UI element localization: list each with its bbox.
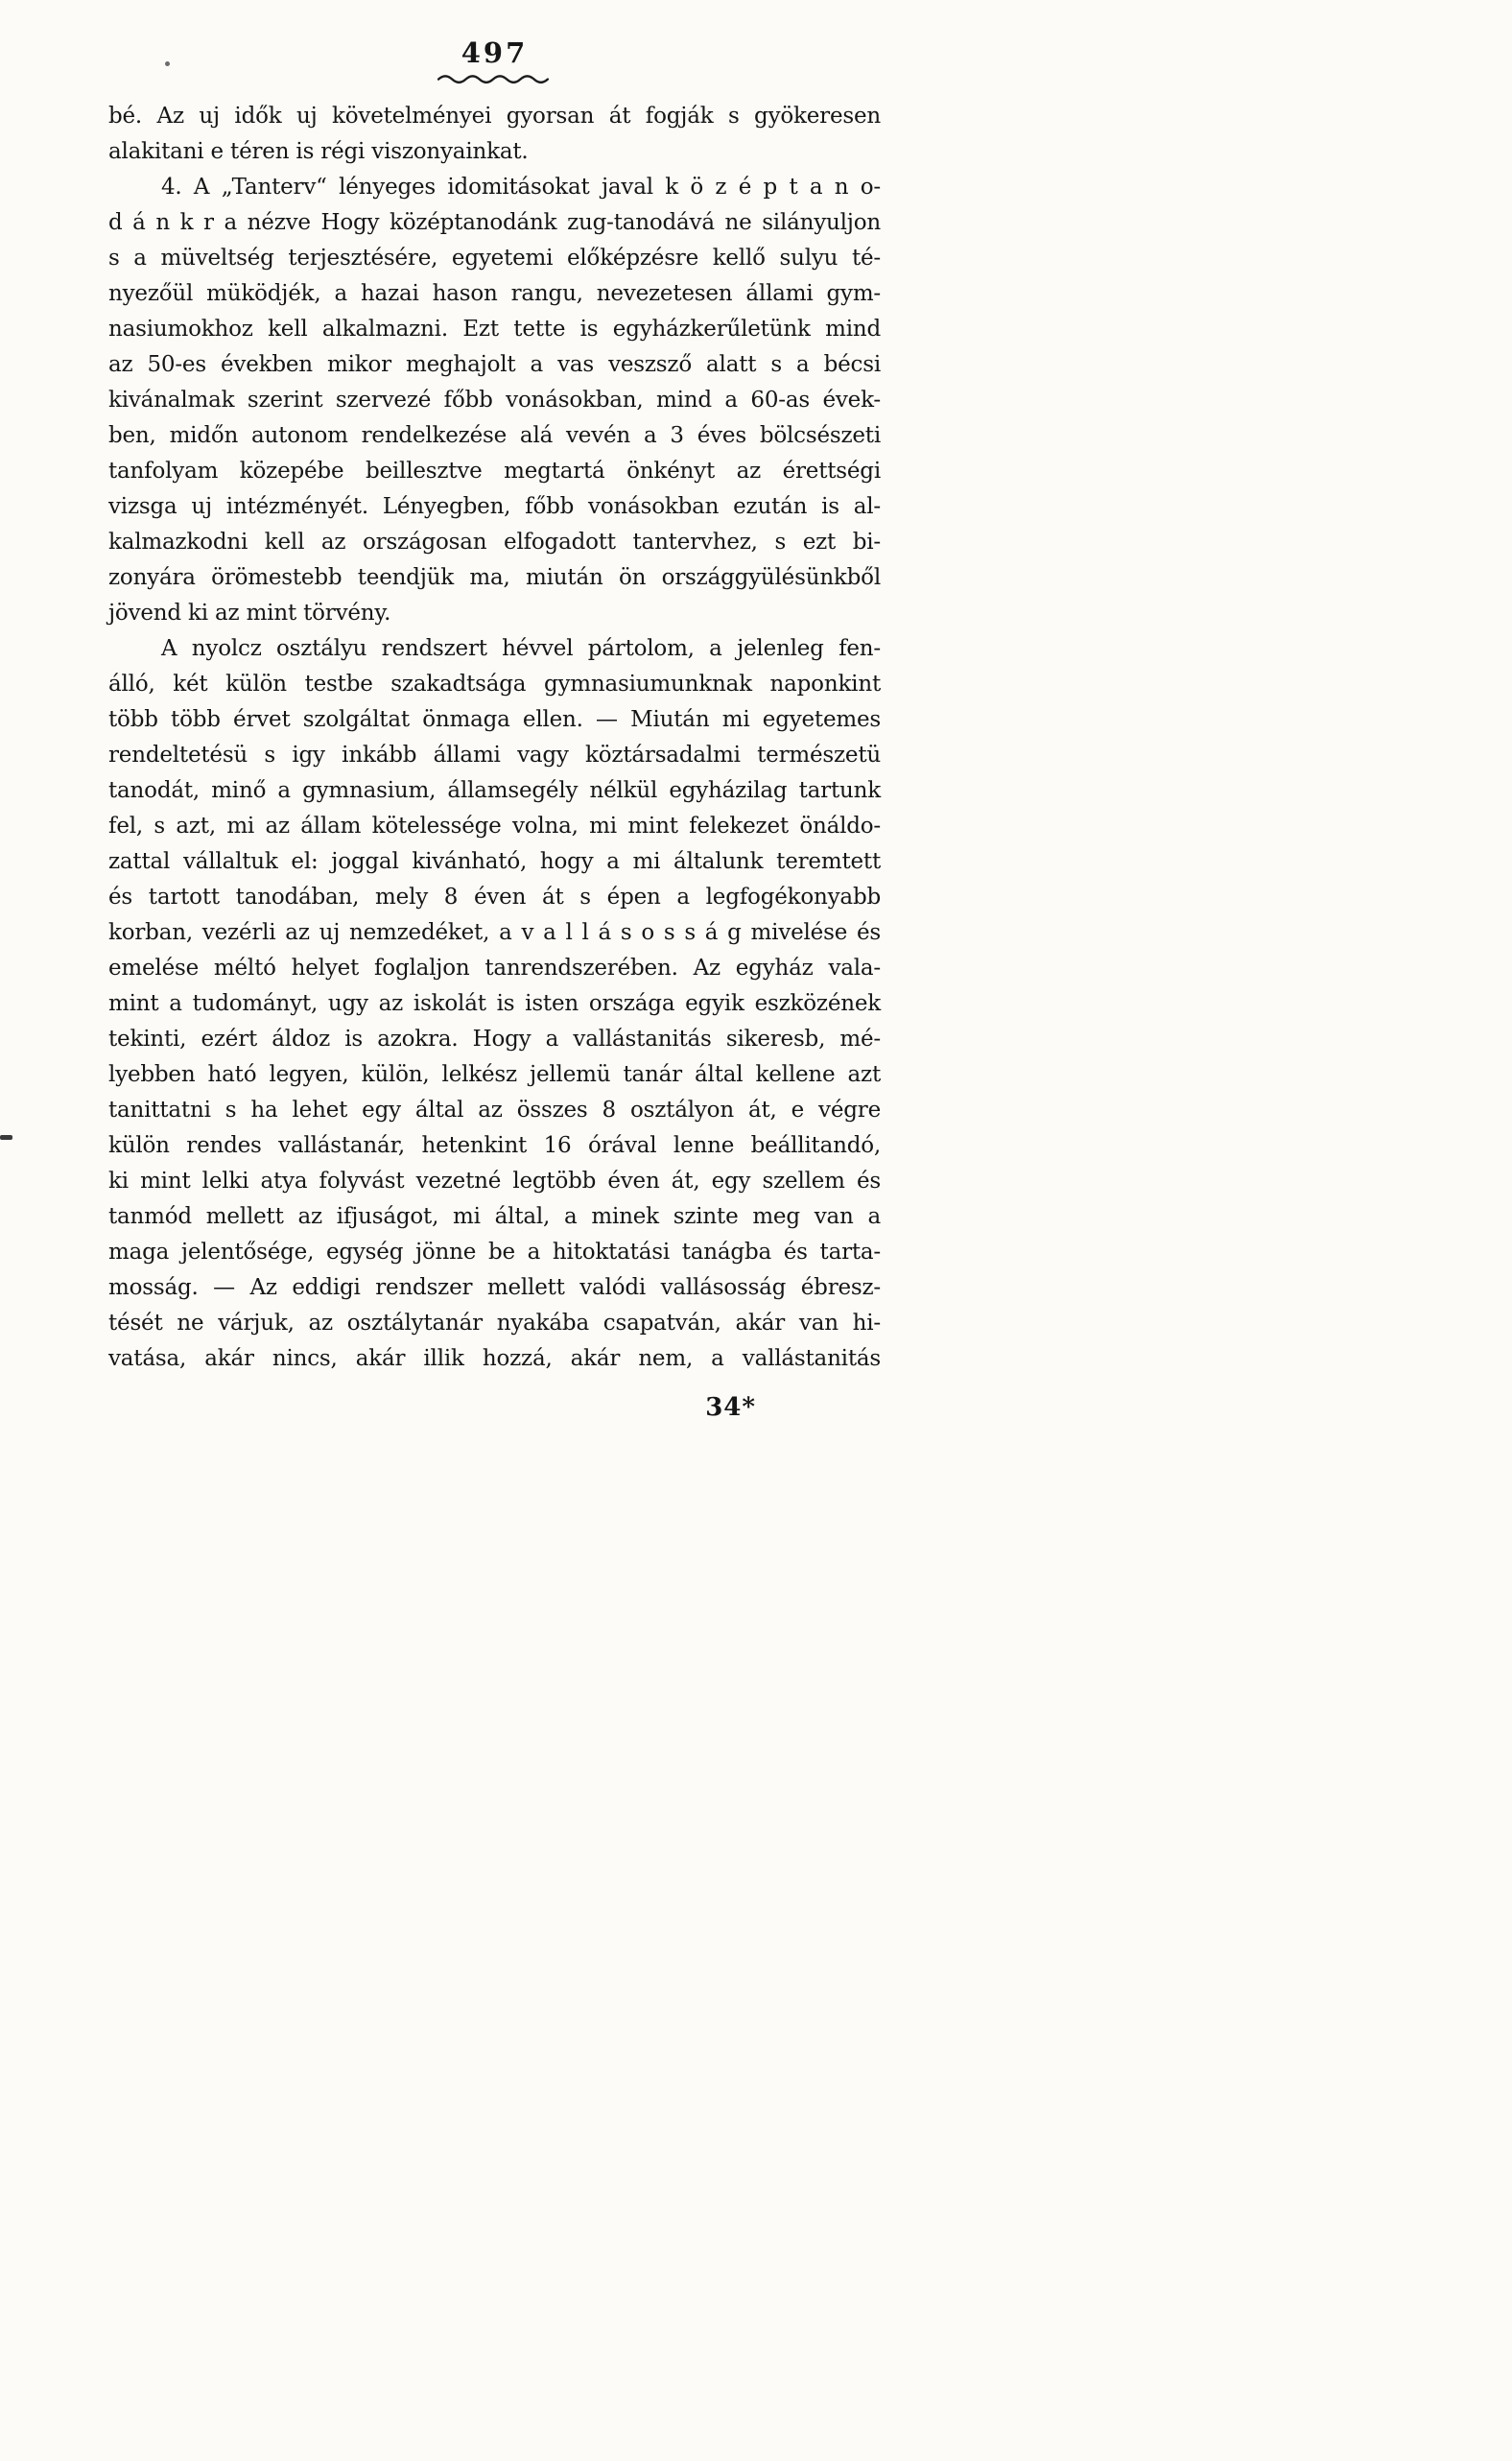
text-line: és tartott tanodában, mely 8 éven át s épen a legfogékonyabb <box>108 885 881 910</box>
page-header <box>108 36 881 84</box>
page-body-text <box>108 99 881 1377</box>
text-line: korban, vezérli az uj nemzedéket, a v a l l á s o s s á g mivelése és <box>108 920 881 945</box>
text-line: A nyolcz osztályu rendszert hévvel pártolom, a jelenleg fen- <box>161 636 881 661</box>
text-line: nyezőül müködjék, a hazai hason rangu, nevezetesen állami gym- <box>108 281 881 306</box>
text-line: nasiumokhoz kell alkalmazni. Ezt tette is egyházkerűletünk mind <box>108 317 881 342</box>
text-line: maga jelentősége, egység jönne be a hitoktatási tanágba és tarta- <box>108 1240 881 1265</box>
signature-mark: 34* <box>705 1393 756 1422</box>
text-line: ben, midőn autonom rendelkezése alá vevén a 3 éves bölcsészeti <box>108 423 881 448</box>
text-line: tanodát, minő a gymnasium, államsegély nélkül egyházilag tartunk <box>108 778 881 803</box>
scan-artifact-dash <box>0 1135 12 1140</box>
paragraph <box>108 631 881 1377</box>
page-number: 497 <box>461 36 529 69</box>
text-line: álló, két külön testbe szakadtsága gymnasiumunknak naponkint <box>108 672 881 697</box>
text-line: kivánalmak szerint szervezé főbb vonásokban, mind a 60-as évek- <box>108 388 881 413</box>
text-line: s a müveltség terjesztésére, egyetemi előképzésre kellő sulyu té- <box>108 246 881 271</box>
text-line: emelése méltó helyet foglaljon tanrendszerében. Az egyház vala- <box>108 956 881 981</box>
text-line: kalmazkodni kell az országosan elfogadott tantervhez, s ezt bi- <box>108 530 881 555</box>
text-line: d á n k r a nézve Hogy középtanodánk zug-tanodává ne silányuljon <box>108 210 881 235</box>
paragraph <box>108 99 881 170</box>
text-line: alakitani e téren is régi viszonyainkat. <box>108 139 529 164</box>
text-line: külön rendes vallástanár, hetenkint 16 órával lenne beállitandó, <box>108 1133 881 1158</box>
paragraph <box>108 170 881 631</box>
text-line: mint a tudományt, ugy az iskolát is isten országa egyik eszközének <box>108 991 881 1016</box>
text-line: tanfolyam közepébe beillesztve megtartá önkényt az érettségi <box>108 459 881 484</box>
text-line: több több érvet szolgáltat önmaga ellen. — Miután mi egyetemes <box>108 707 881 732</box>
text-line: zattal vállaltuk el: joggal kivánható, hogy a mi általunk teremtett <box>108 849 881 874</box>
text-line: ki mint lelki atya folyvást vezetné legtöbb éven át, egy szellem és <box>108 1169 881 1194</box>
scan-artifact-speck <box>165 61 170 66</box>
text-line: vizsga uj intézményét. Lényegben, főbb vonásokban ezután is al- <box>108 494 881 519</box>
text-line: fel, s azt, mi az állam kötelessége volna, mi mint felekezet önáldo- <box>108 814 881 839</box>
text-line: jövend ki az mint törvény. <box>108 601 391 626</box>
text-line: tanmód mellett az ifjuságot, mi által, a minek szinte meg van a <box>108 1204 881 1229</box>
text-line: az 50-es években mikor meghajolt a vas veszsző alatt s a bécsi <box>108 352 881 377</box>
text-line: vatása, akár nincs, akár illik hozzá, akár nem, a vallástanitás <box>108 1346 881 1371</box>
text-line: 4. A „Tanterv“ lényeges idomitásokat javal k ö z é p t a n o- <box>161 175 881 200</box>
text-line: lyebben ható legyen, külön, lelkész jellemü tanár által kellene azt <box>108 1062 881 1087</box>
text-line: rendeltetésü s igy inkább állami vagy köztársadalmi természetü <box>108 743 881 768</box>
squiggle-underline-icon <box>437 72 554 84</box>
text-line: tanittatni s ha lehet egy által az összes 8 osztályon át, e végre <box>108 1098 881 1123</box>
text-line: mosság. — Az eddigi rendszer mellett valódi vallásosság ébresz- <box>108 1275 881 1300</box>
text-line: zonyára örömestebb teendjük ma, miután ön országgyülésünkből <box>108 565 881 590</box>
text-line: bé. Az uj idők uj követelményei gyorsan át fogják s gyökeresen <box>108 104 881 129</box>
text-line: tekinti, ezért áldoz is azokra. Hogy a vallástanitás sikeresb, mé- <box>108 1027 881 1052</box>
text-line: tését ne várjuk, az osztálytanár nyakába csapatván, akár van hi- <box>108 1311 881 1336</box>
